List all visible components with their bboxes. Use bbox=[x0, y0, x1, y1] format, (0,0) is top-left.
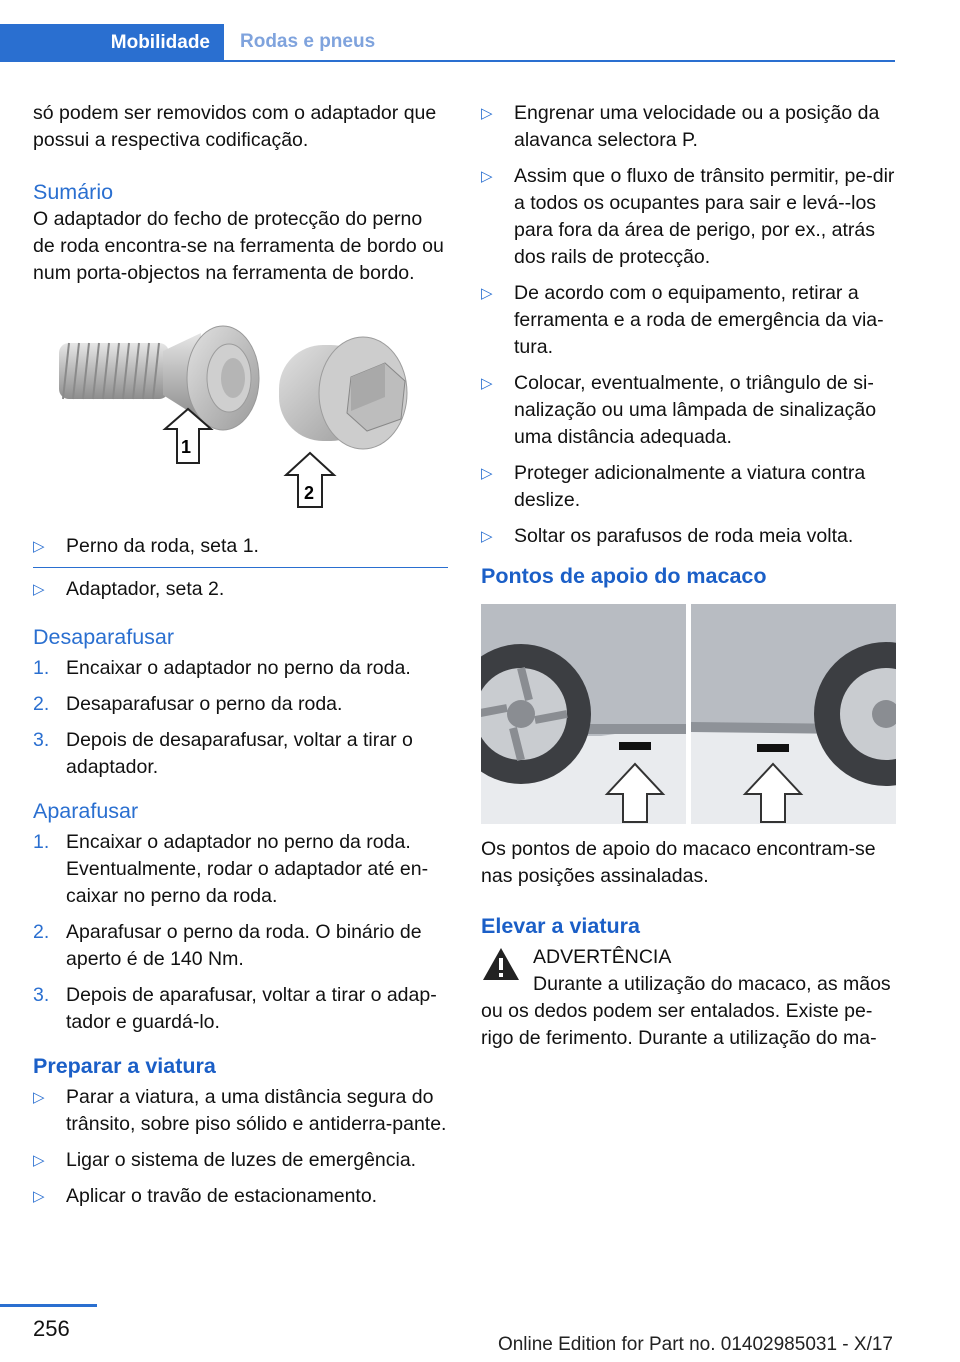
list-item: ▷ Aplicar o travão de estacionamento. bbox=[33, 1183, 448, 1210]
list-item: ▷ Assim que o fluxo de trânsito permitir, pe-dir a todos os ocupantes para sair e levá--los para fora da área de perigo, por ex., atrás dos rails de protecção. bbox=[481, 165, 895, 268]
section-title: Mobilidade bbox=[110, 32, 210, 53]
unscrew-heading: Desaparafusar bbox=[33, 625, 175, 649]
screw-heading: Aparafusar bbox=[33, 799, 139, 823]
figure-legend bbox=[33, 533, 448, 560]
jack-points-paragraph: Os pontos de apoio do macaco encontram-se nas posições assinaladas. bbox=[481, 838, 876, 887]
summary-heading: Sumário bbox=[33, 180, 114, 204]
warning-label: ADVERTÊNCIA bbox=[533, 946, 672, 968]
jack-points-illustration bbox=[481, 604, 896, 824]
jack-points-heading: Pontos de apoio do macaco bbox=[481, 564, 767, 588]
list-item: 2. Desaparafusar o perno da roda. bbox=[33, 693, 343, 715]
footer-rule bbox=[0, 1304, 97, 1307]
prepare-heading: Preparar a viatura bbox=[33, 1054, 216, 1078]
unscrew-steps bbox=[33, 655, 448, 781]
list-item: 2. Aparafusar o perno da roda. O binário de aperto é de 140 Nm. bbox=[33, 921, 422, 970]
jack-points-figure bbox=[481, 604, 896, 824]
summary-paragraph: O adaptador do fecho de protecção do perno de roda encontra-se na ferramenta de bordo ou num porta-objectos na ferramenta de bordo. bbox=[33, 208, 444, 284]
triangle-bullet-icon: ▷ bbox=[33, 538, 45, 555]
list-item: 3. Depois de desaparafusar, voltar a tirar o adaptador. bbox=[33, 729, 413, 778]
triangle-bullet-icon: ▷ bbox=[33, 1188, 45, 1205]
edition-note: Online Edition for Part no. 01402985031 - X/17 bbox=[497, 1334, 893, 1355]
triangle-bullet-icon: ▷ bbox=[33, 581, 45, 598]
figure-label-2: 2 bbox=[304, 483, 315, 503]
list-item: ▷ Soltar os parafusos de roda meia volta. bbox=[481, 523, 896, 550]
header-bar bbox=[0, 24, 895, 62]
page-number: 256 bbox=[33, 1316, 70, 1341]
left-column bbox=[33, 100, 448, 1219]
bolt-adapter-illustration bbox=[33, 323, 448, 519]
divider bbox=[33, 567, 448, 568]
bolt-adapter-figure bbox=[33, 323, 448, 519]
header-rule bbox=[0, 60, 895, 62]
figure-legend-2 bbox=[33, 576, 448, 603]
list-item: ▷ Ligar o sistema de luzes de emergência. bbox=[33, 1147, 448, 1174]
lift-heading: Elevar a viatura bbox=[481, 914, 640, 938]
triangle-bullet-icon: ▷ bbox=[481, 528, 493, 545]
warning-icon bbox=[481, 946, 521, 982]
subsection-title: Rodas e pneus bbox=[240, 31, 376, 52]
screw-steps bbox=[33, 829, 448, 1036]
list-item: ▷ De acordo com o equipamento, retirar a ferramenta e a roda de emergência da via-tura. bbox=[481, 282, 884, 358]
figure-label-1: 1 bbox=[181, 437, 192, 457]
list-item: ▷ Parar a viatura, a uma distância segura do trânsito, sobre piso sólido e antiderra-pante. bbox=[33, 1086, 447, 1135]
list-item: 1. Encaixar o adaptador no perno da roda. Eventualmente, rodar o adaptador até en-caixar no perno da roda. bbox=[33, 831, 429, 907]
subsection-tab bbox=[240, 24, 375, 60]
prepare-list bbox=[33, 1084, 448, 1210]
list-item: ▷ Colocar, eventualmente, o triângulo de si-nalização ou uma lâmpada de sinalização uma distância adequada. bbox=[481, 372, 877, 448]
bolt-thread bbox=[59, 343, 169, 399]
list-item: 3. Depois de aparafusar, voltar a tirar o adap-tador e guardá-lo. bbox=[33, 984, 437, 1033]
triangle-bullet-icon: ▷ bbox=[481, 375, 493, 392]
prepare-list-continued bbox=[481, 100, 896, 550]
list-item: ▷ Adaptador, seta 2. bbox=[33, 576, 448, 603]
list-item: 1. Encaixar o adaptador no perno da roda. bbox=[33, 657, 411, 679]
warning-text: Durante a utilização do macaco, as mãos ou os dedos podem ser entalados. Existe pe-rigo de ferimento. Durante a utilização do ma- bbox=[481, 973, 891, 1049]
list-item: ▷ Proteger adicionalmente a viatura contra deslize. bbox=[481, 462, 866, 511]
warning-box bbox=[481, 944, 896, 1052]
list-item: ▷ Perno da roda, seta 1. bbox=[33, 533, 448, 560]
triangle-bullet-icon: ▷ bbox=[33, 1089, 45, 1106]
triangle-bullet-icon: ▷ bbox=[481, 465, 493, 482]
triangle-bullet-icon: ▷ bbox=[33, 1152, 45, 1169]
intro-paragraph: só podem ser removidos com o adaptador que possui a respectiva codificação. bbox=[33, 102, 437, 151]
triangle-bullet-icon: ▷ bbox=[481, 168, 493, 185]
right-column bbox=[481, 100, 896, 1052]
triangle-bullet-icon: ▷ bbox=[481, 285, 493, 302]
section-tab bbox=[0, 24, 224, 62]
list-item: ▷ Engrenar uma velocidade ou a posição da alavanca selectora P. bbox=[481, 102, 880, 151]
triangle-bullet-icon: ▷ bbox=[481, 105, 493, 122]
